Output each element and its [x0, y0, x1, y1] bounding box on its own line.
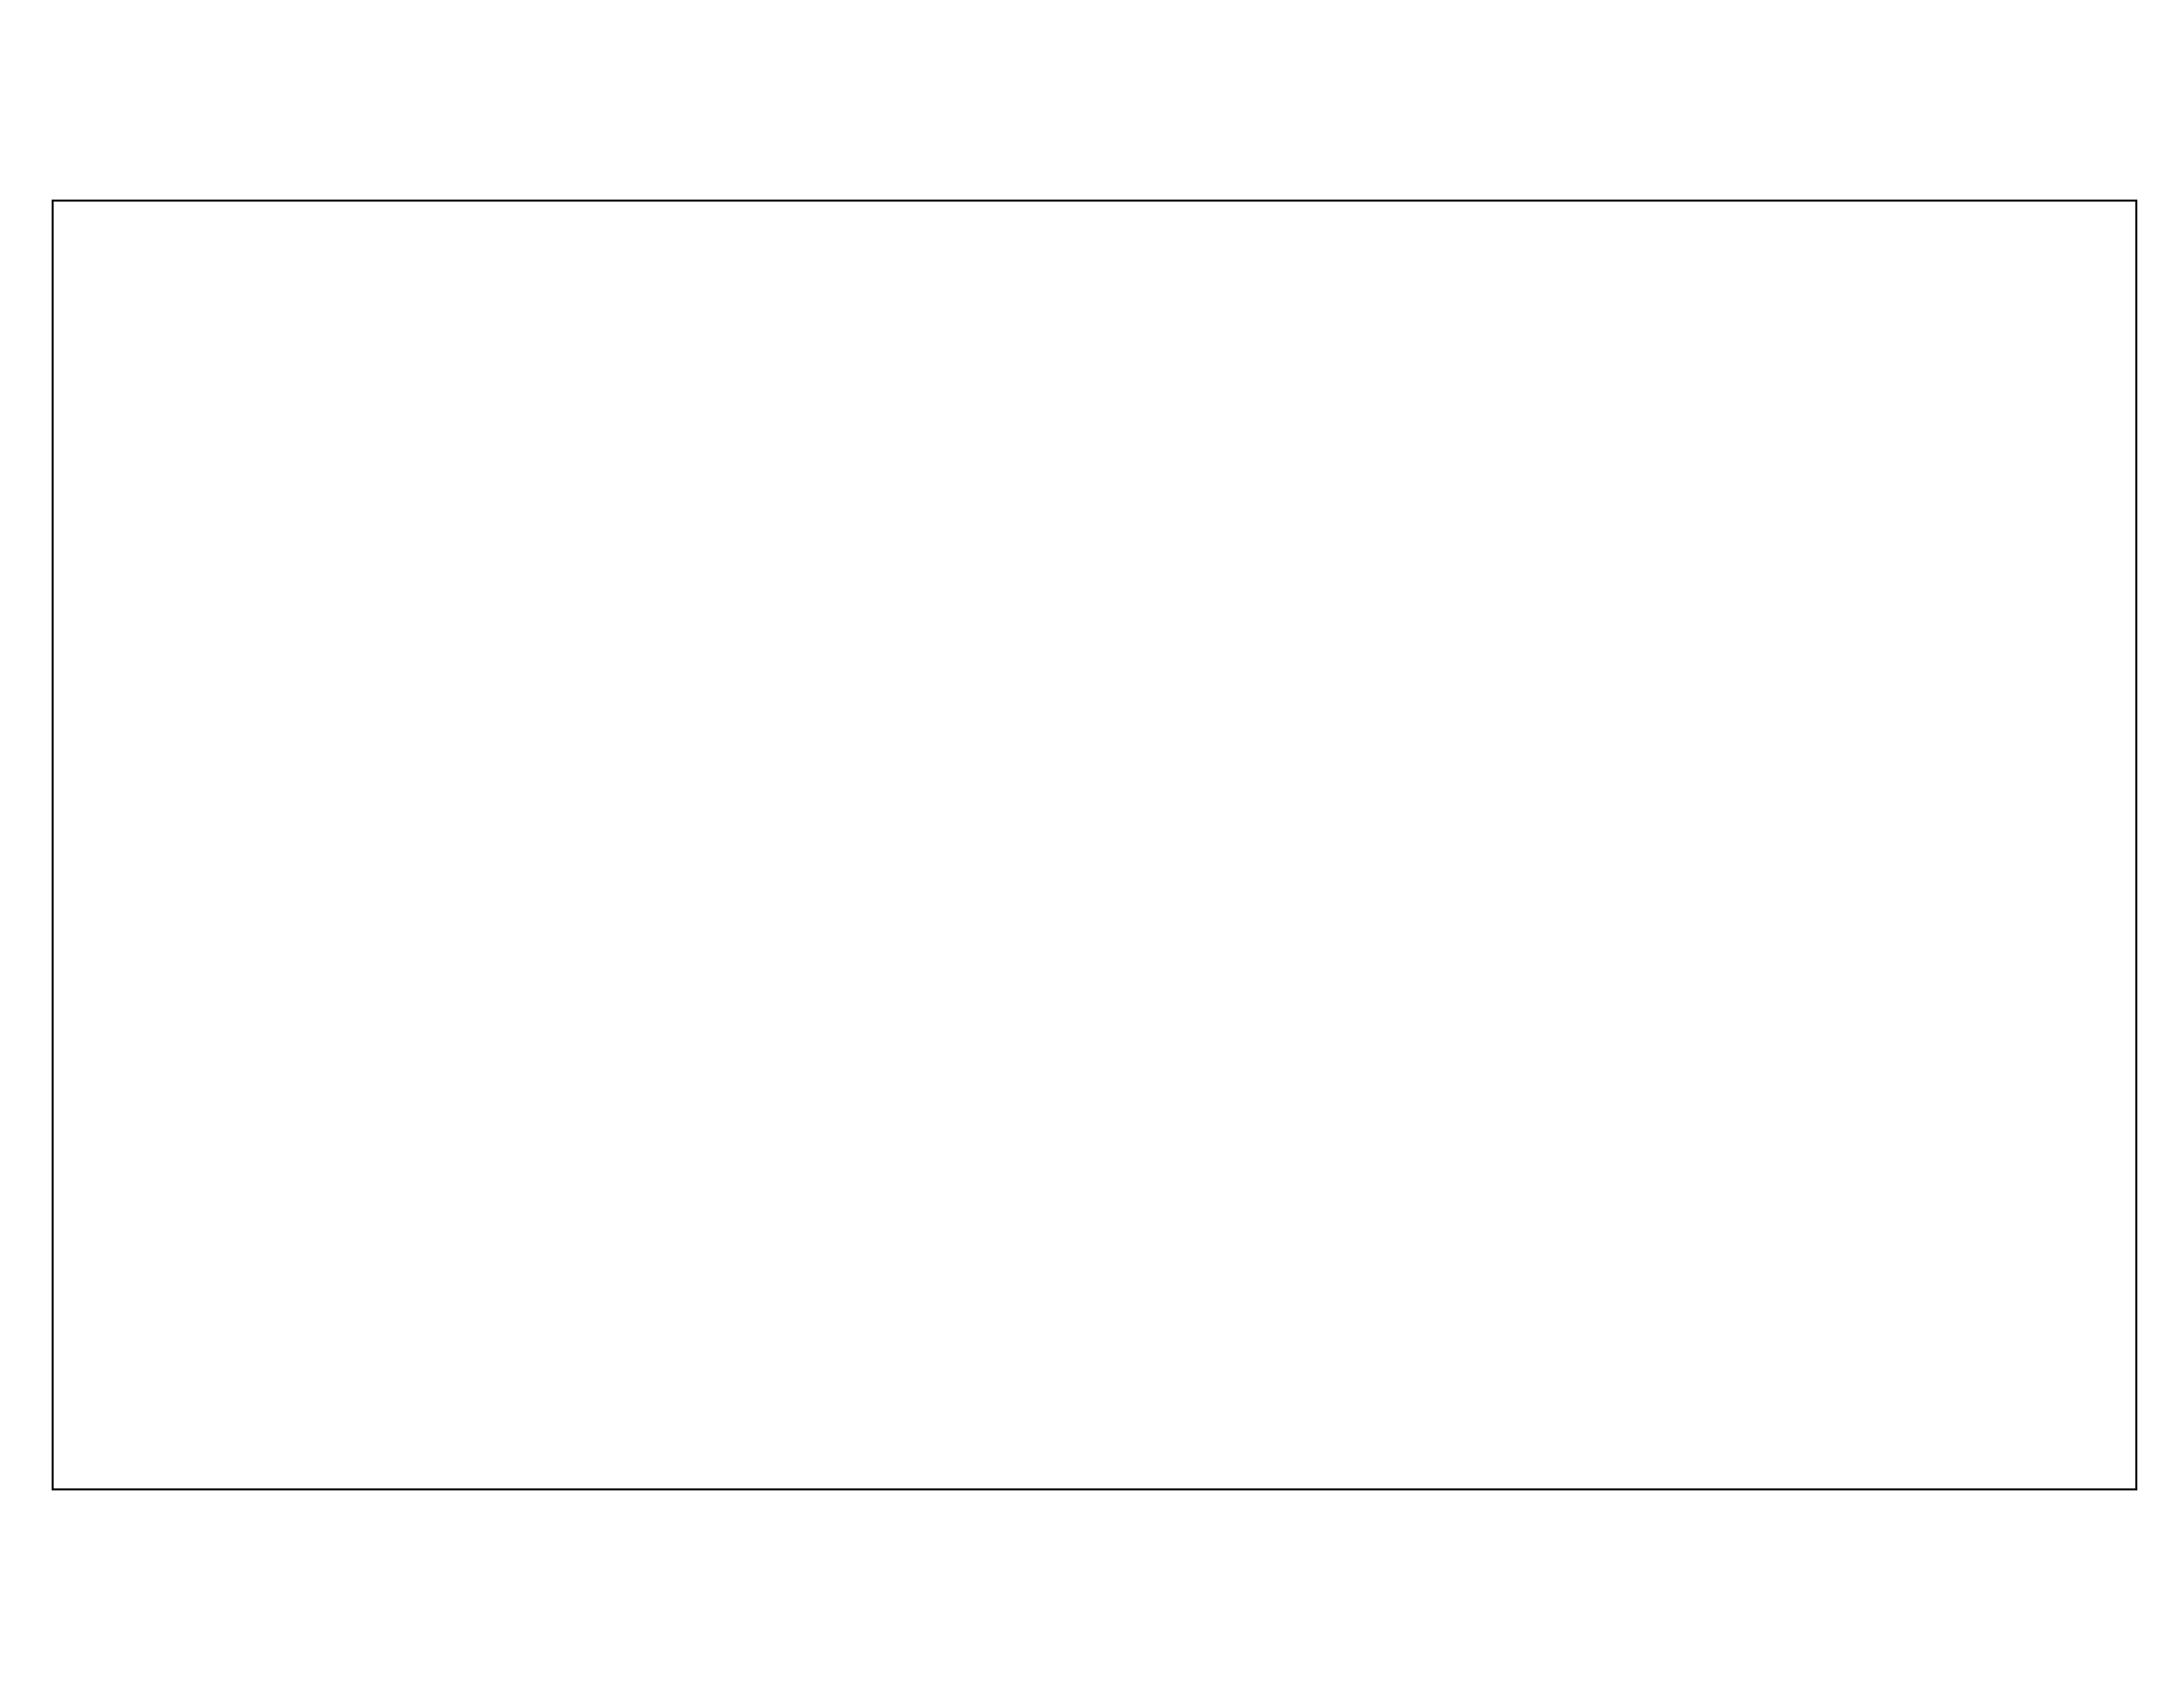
standings-sheet: [52, 200, 2137, 1490]
